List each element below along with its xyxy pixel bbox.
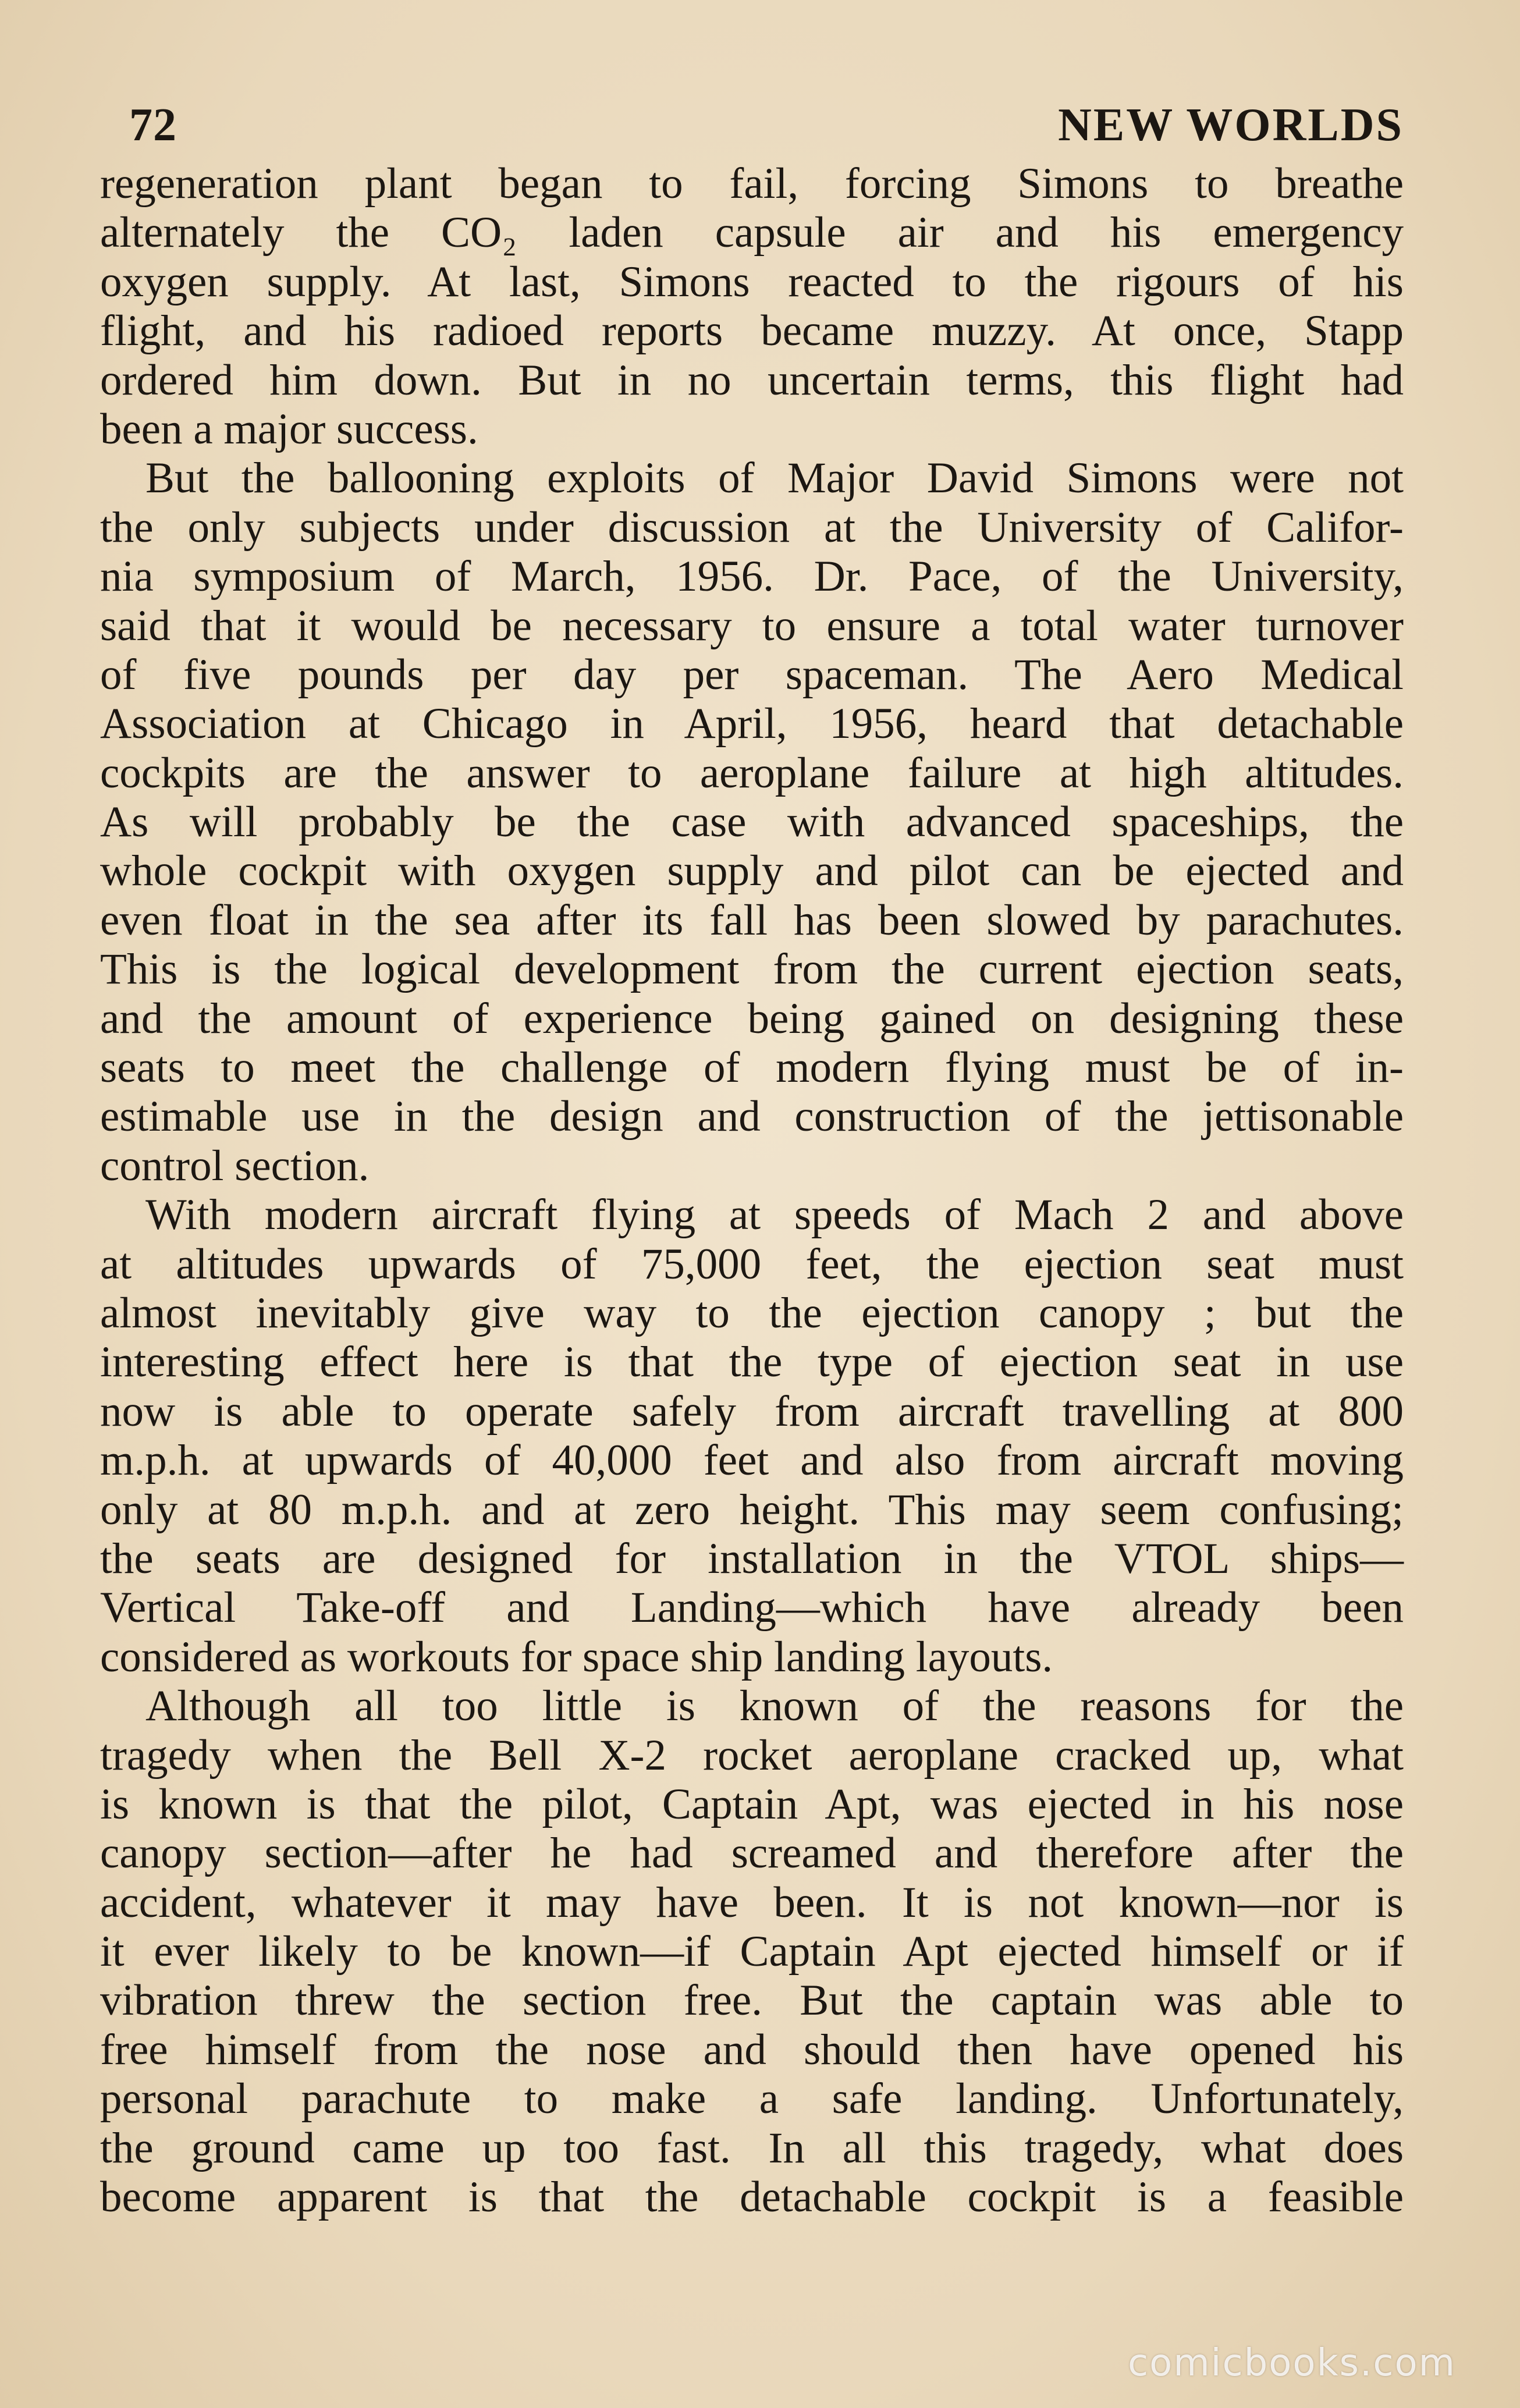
text-line: As will probably be the case with advanced spaceships, the [100,798,1404,847]
text-line: Although all too little is known of the reasons for the [145,1682,1404,1731]
text-line: the seats are designed for installation in the VTOL ships— [100,1534,1404,1583]
text-line: But the ballooning exploits of Major David Simons were not [145,454,1404,503]
text-line: almost inevitably give way to the ejection canopy ; but the [100,1288,1404,1337]
text-line: cockpits are the answer to aeroplane failure at high altitudes. [100,748,1404,797]
text-line: of five pounds per day per spaceman. The Aero Medical [100,650,1404,699]
paragraph [100,1191,1404,1682]
text-line: now is able to operate safely from aircraft travelling at 800 [100,1387,1404,1436]
text-line: This is the logical development from the current ejection seats, [100,945,1404,994]
text-line: regeneration plant began to fail, forcing Simons to breathe [100,159,1404,208]
text-line: ordered him down. But in no uncertain terms, this flight had [100,356,1404,404]
paragraph [100,454,1404,1191]
text-line: said that it would be necessary to ensure a total water turnover [100,601,1404,650]
text-line: free himself from the nose and should then have opened his [100,2025,1404,2074]
book-page [100,99,1404,2222]
text-line: is known is that the pilot, Captain Apt, was ejected in his nose [100,1780,1404,1828]
text-line: the only subjects under discussion at the University of Califor- [100,503,1404,552]
text-line: control section. [100,1141,370,1190]
paragraph [100,1682,1404,2222]
text-line: become apparent is that the detachable cockpit is a feasible [100,2173,1404,2222]
text-line: canopy section—after he had screamed and therefore after the [100,1829,1404,1878]
text-line: m.p.h. at upwards of 40,000 feet and also from aircraft moving [100,1436,1404,1485]
text-line: estimable use in the design and construction of the jettisonable [100,1092,1404,1141]
text-line: the ground came up too fast. In all this tragedy, what does [100,2123,1404,2172]
watermark: comicbooks.com [1127,2342,1456,2385]
text-line: it ever likely to be known—if Captain Apt ejected himself or if [100,1927,1404,1976]
text-line: whole cockpit with oxygen supply and pilot can be ejected and [100,847,1404,896]
text-line: even float in the sea after its fall has been slowed by parachutes. [100,896,1404,944]
text-line: Vertical Take-off and Landing—which have already been [100,1583,1404,1632]
text-line: With modern aircraft flying at speeds of Mach 2 and above [145,1191,1404,1239]
text-line: vibration threw the section free. But the captain was able to [100,1976,1404,2025]
page-header [100,99,1404,157]
text-line: nia symposium of March, 1956. Dr. Pace, of the University, [100,552,1404,601]
text-line: at altitudes upwards of 75,000 feet, the ejection seat must [100,1239,1404,1288]
text-line: seats to meet the challenge of modern flying must be of in- [100,1043,1404,1092]
text-line: flight, and his radioed reports became muzzy. At once, Stapp [100,307,1404,356]
text-line: alternately the CO₂ laden capsule air and his emergency [100,208,1404,257]
text-line: tragedy when the Bell X-2 rocket aeroplane cracked up, what [100,1731,1404,1780]
text-line: Association at Chicago in April, 1956, heard that detachable [100,699,1404,748]
text-line: considered as workouts for space ship landing layouts. [100,1632,1053,1681]
article-body [100,159,1404,2222]
text-line: interesting effect here is that the type of ejection seat in use [100,1338,1404,1387]
text-line: been a major success. [100,404,478,453]
paragraph [100,159,1404,454]
text-line: and the amount of experience being gained on designing these [100,994,1404,1043]
text-line: personal parachute to make a safe landing. Unfortunately, [100,2075,1404,2123]
text-line: accident, whatever it may have been. It is not known—nor is [100,1878,1404,1927]
page-number: 72 [129,100,177,151]
running-head: NEW WORLDS [1058,100,1404,151]
text-line: only at 80 m.p.h. and at zero height. This may seem confusing; [100,1485,1404,1534]
text-line: oxygen supply. At last, Simons reacted to the rigours of his [100,257,1404,306]
